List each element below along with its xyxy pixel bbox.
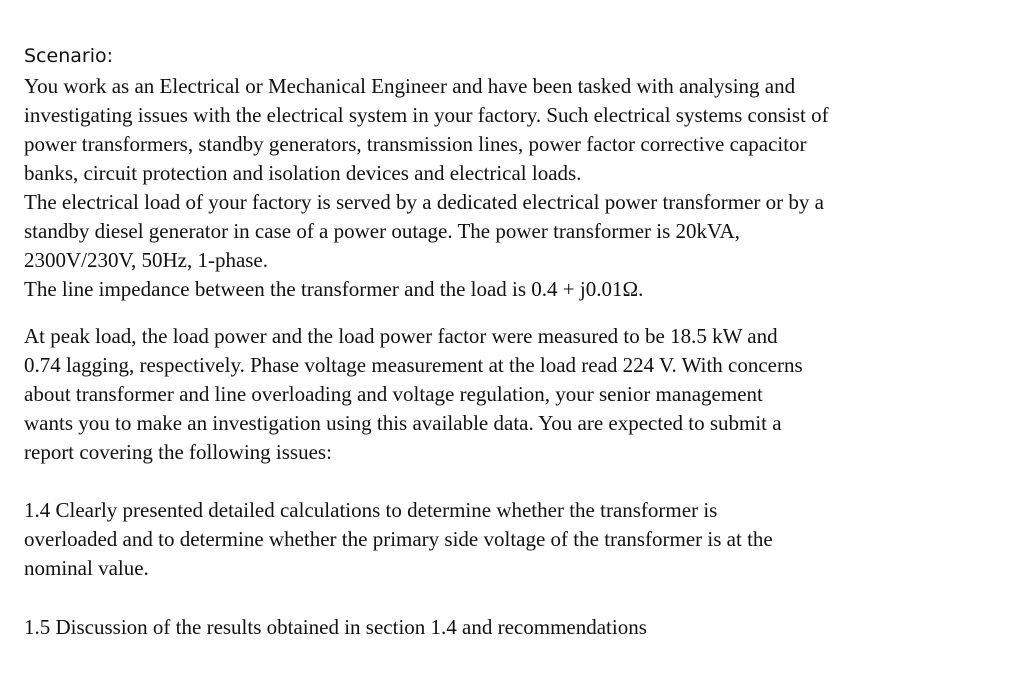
intro-line: The electrical load of your factory is served by a dedicated electrical power transformer or by a — [24, 190, 824, 214]
measurement-line: report covering the following issues: — [24, 440, 332, 464]
intro-line: You work as an Electrical or Mechanical Engineer and have been tasked with analysing and — [24, 74, 796, 98]
task-1-5-line: 1.5 Discussion of the results obtained in section 1.4 and recommendations — [24, 615, 647, 639]
intro-line: The line impedance between the transformer and the load is 0.4 + j0.01Ω. — [24, 277, 644, 301]
intro-line: investigating issues with the electrical system in your factory. Such electrical systems consist of — [24, 103, 829, 127]
measurement-line: about transformer and line overloading and voltage regulation, your senior management — [24, 382, 763, 406]
intro-line: 2300V/230V, 50Hz, 1-phase. — [24, 248, 269, 272]
scenario-heading: Scenario: — [24, 45, 113, 67]
measurement-line: At peak load, the load power and the load power factor were measured to be 18.5 kW and — [24, 324, 778, 348]
task-1-4-line: nominal value. — [24, 556, 149, 580]
intro-line: banks, circuit protection and isolation devices and electrical loads. — [24, 161, 582, 185]
task-1-4-line: 1.4 Clearly presented detailed calculations to determine whether the transformer is — [24, 498, 718, 522]
measurement-line: wants you to make an investigation using this available data. You are expected to submit a — [24, 411, 782, 435]
intro-line: standby diesel generator in case of a power outage. The power transformer is 20kVA, — [24, 219, 740, 243]
intro-line: power transformers, standby generators, transmission lines, power factor corrective capacitor — [24, 132, 807, 156]
measurement-line: 0.74 lagging, respectively. Phase voltage measurement at the load read 224 V. With concerns — [24, 353, 803, 377]
task-1-4-line: overloaded and to determine whether the primary side voltage of the transformer is at the — [24, 527, 773, 551]
